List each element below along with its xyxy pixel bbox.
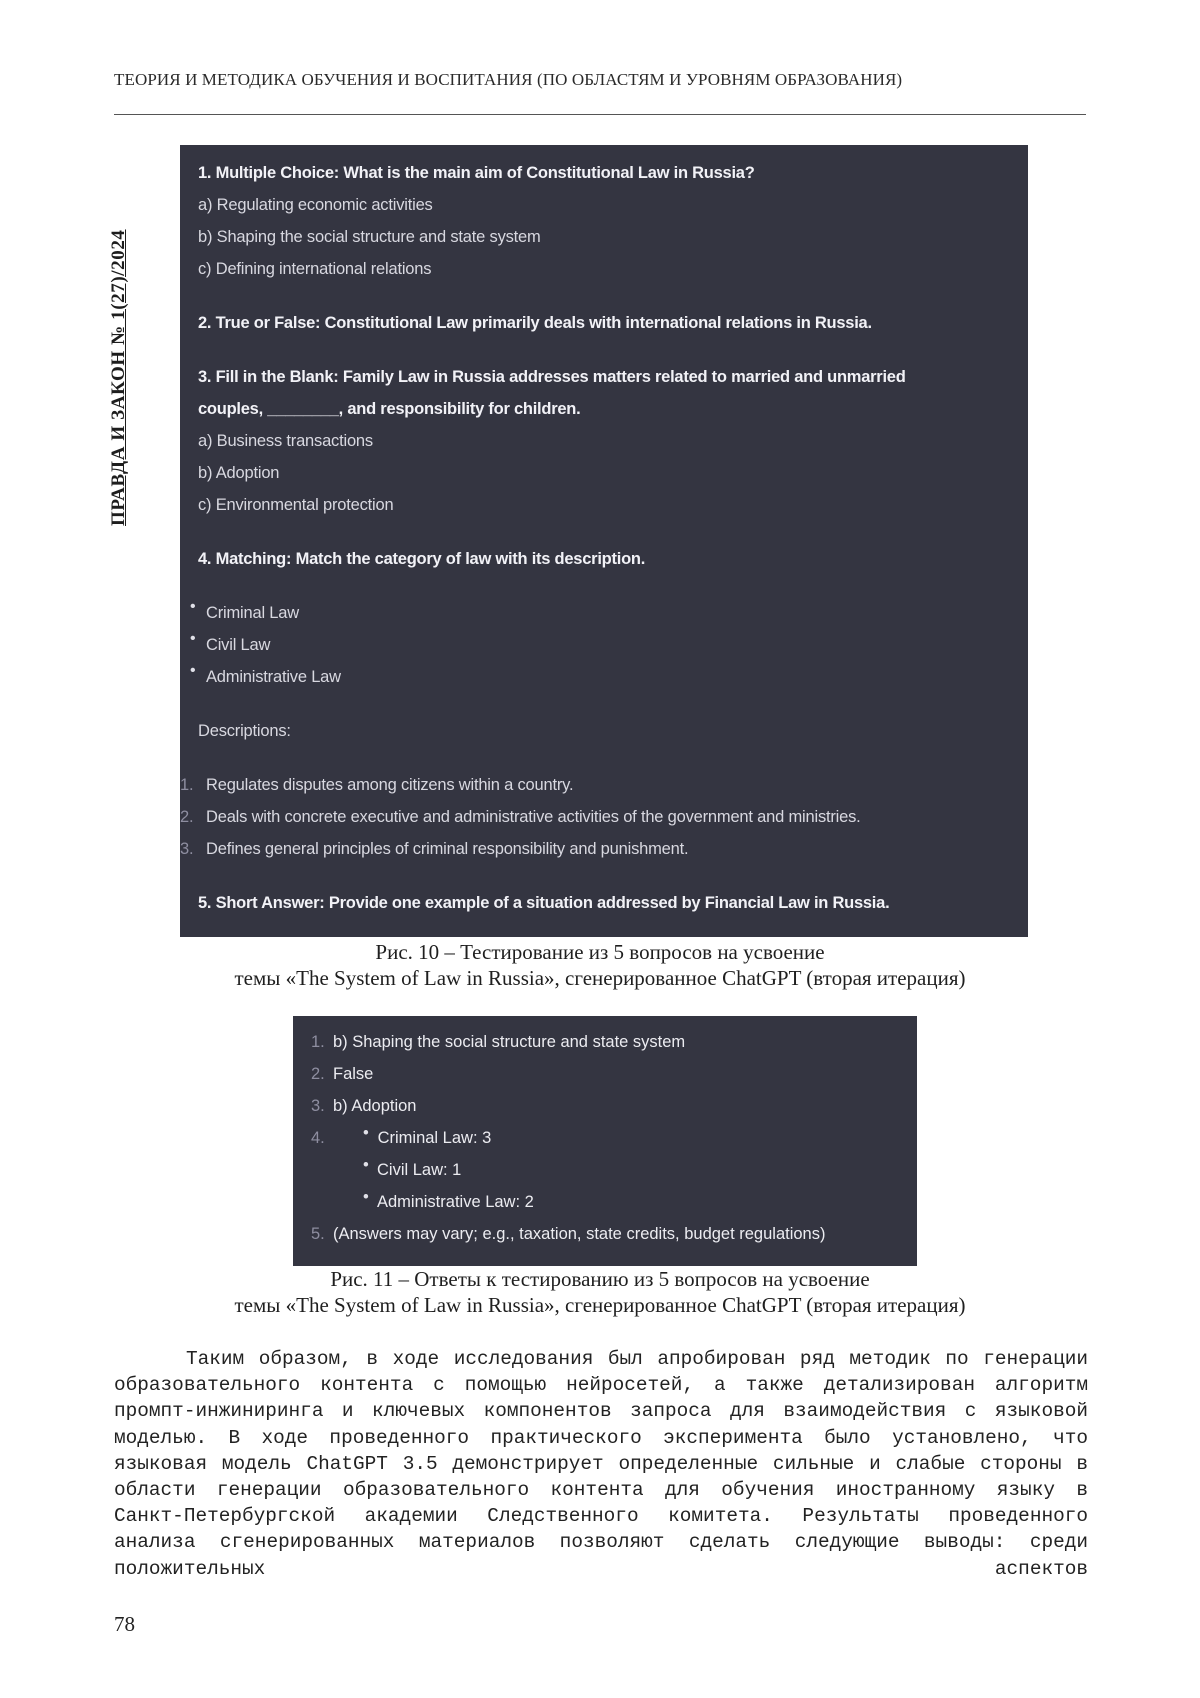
question-4-title: 4. Matching: Match the category of law with its description.: [198, 550, 646, 568]
answer-4-item-3-row: [311, 1186, 899, 1218]
question-3-title-line-1: 3. Fill in the Blank: Family Law in Russia addresses matters related to married and unmarried: [198, 368, 906, 386]
running-header: ТЕОРИЯ И МЕТОДИКА ОБУЧЕНИЯ И ВОСПИТАНИЯ (ПО ОБЛАСТЯМ И УРОВНЯМ ОБРАЗОВАНИЯ): [114, 70, 903, 89]
question-4-category-3: • Administrative Law: [198, 661, 1010, 693]
question-4-descriptions-label: Descriptions:: [198, 722, 291, 740]
figure-11-screenshot: [293, 1016, 917, 1266]
answer-4-item-3: Administrative Law: 2: [377, 1193, 534, 1211]
answer-4-item-2-row: [311, 1154, 899, 1186]
question-4-category-1: • Criminal Law: [198, 597, 1010, 629]
question-2-title: 2. True or False: Constitutional Law primarily deals with international relations in Russia.: [198, 314, 872, 332]
body-paragraph-text: Таким образом, в ходе исследования был апробирован ряд методик по генерации образовательного контента с помощью нейросетей, а также детализирован алгоритм промпт-инжиниринга и ключевых компонентов запроса для взаимодействия с языковой моделью. В ходе проведенного практического эксперимента было установлено, что языковая модель ChatGPT 3.5 демонстрирует определенные сильные и слабые стороны в области генерации образовательного контента для обучения иностранному языку в Санкт-Петербургской академии Следственного комитета. Результаты проведенного анализа сгенерированных материалов позволяют сделать следующие выводы: среди положительных аспектов: [114, 1348, 1088, 1580]
question-1-option-c: c) Defining international relations: [198, 260, 432, 278]
figure-11-caption-line-2: темы «The System of Law in Russia», сгенерированное ChatGPT (вторая итерация): [234, 1293, 966, 1317]
question-4-description-1: 1. Regulates disputes among citizens within a country.: [180, 776, 574, 794]
question-3-option-c: c) Environmental protection: [198, 496, 394, 514]
header-divider: [114, 114, 1086, 115]
figure-11-caption-line-1: Рис. 11 – Ответы к тестированию из 5 вопросов на усвоение: [330, 1267, 870, 1291]
question-4-description-3: 3. Defines general principles of criminal responsibility and punishment.: [180, 840, 689, 858]
answer-2: 2. False: [311, 1065, 374, 1083]
figure-10-caption-line-1: Рис. 10 – Тестирование из 5 вопросов на усвоение: [375, 940, 825, 964]
answer-4-item-1: Criminal Law: 3: [377, 1129, 492, 1147]
answer-4-item-2: Civil Law: 1: [377, 1161, 462, 1179]
figure-10-caption: [114, 939, 1086, 991]
question-3-option-a: a) Business transactions: [198, 432, 373, 450]
question-3-title-line-2: couples, ________, and responsibility for children.: [198, 400, 581, 418]
question-4-description-2: 2. Deals with concrete executive and administrative activities of the government and ministries.: [180, 808, 861, 826]
page-number: 78: [114, 1612, 135, 1636]
answer-4: 4. • Criminal Law: 3: [311, 1124, 492, 1147]
answer-3: 3. b) Adoption: [311, 1097, 417, 1115]
question-1-title: 1. Multiple Choice: What is the main aim of Constitutional Law in Russia?: [198, 164, 755, 182]
question-1-option-b: b) Shaping the social structure and state system: [198, 228, 541, 246]
figure-10-screenshot: [180, 145, 1028, 937]
journal-side-label: [108, 136, 132, 526]
body-paragraph: [114, 1346, 1088, 1582]
answer-1: 1. b) Shaping the social structure and state system: [311, 1033, 686, 1051]
figure-10-caption-line-2: темы «The System of Law in Russia», сгенерированное ChatGPT (вторая итерация): [234, 966, 966, 990]
question-3-option-b: b) Adoption: [198, 464, 280, 482]
question-4-category-2: • Civil Law: [198, 629, 1010, 661]
figure-11-caption: [114, 1266, 1086, 1318]
answer-5: 5. (Answers may vary; e.g., taxation, state credits, budget regulations): [311, 1225, 826, 1243]
question-5-title: 5. Short Answer: Provide one example of a situation addressed by Financial Law in Russia.: [198, 894, 890, 912]
journal-side-label-text: ПРАВДА И ЗАКОН № 1(27)/2024: [108, 229, 129, 526]
question-1-option-a: a) Regulating economic activities: [198, 196, 433, 214]
